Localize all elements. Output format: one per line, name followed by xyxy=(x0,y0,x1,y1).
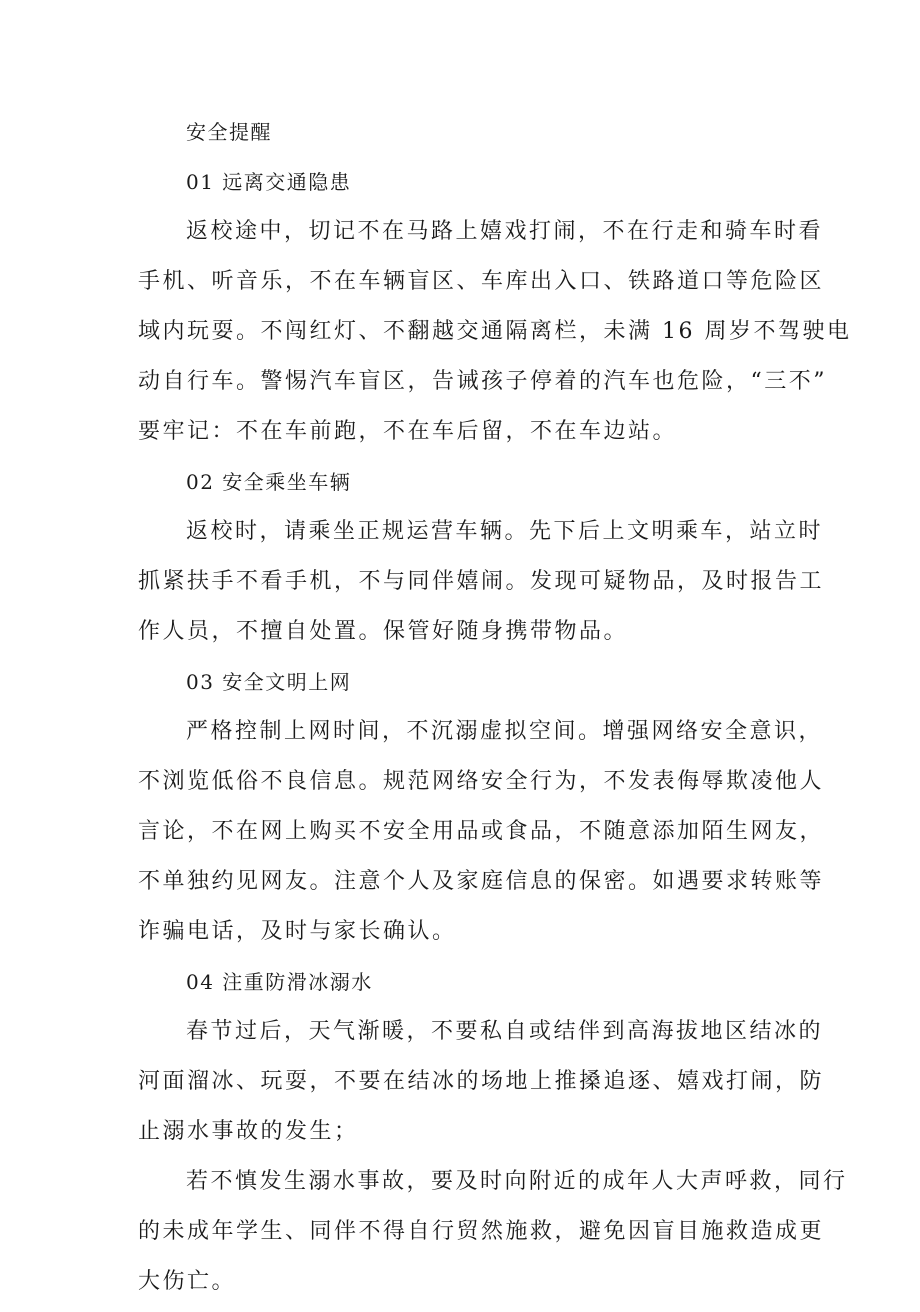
paragraph-line: 若不慎发生溺水事故，要及时向附近的成年人大声呼救，同行 xyxy=(186,1169,848,1194)
paragraph-line: 止溺水事故的发生； xyxy=(138,1119,359,1144)
document-page xyxy=(138,112,852,1312)
paragraph-line: 动自行车。警惕汽车盲区，告诫孩子停着的汽车也危险，“三不” xyxy=(138,369,827,394)
paragraph-line: 不浏览低俗不良信息。规范网络安全行为，不发表侮辱欺凌他人 xyxy=(138,769,825,794)
paragraph-line: 手机、听音乐，不在车辆盲区、车库出入口、铁路道口等危险区 xyxy=(138,269,825,294)
section-heading: 02 安全乘坐车辆 xyxy=(186,470,352,494)
paragraph xyxy=(138,1162,848,1312)
section xyxy=(138,462,825,662)
paragraph-line: 大伤亡。 xyxy=(138,1269,237,1294)
paragraph-line: 的未成年学生、同伴不得自行贸然施救，避免因盲目施救造成更 xyxy=(138,1219,825,1244)
section-heading: 04 注重防滑冰溺水 xyxy=(186,970,373,994)
paragraph-line: 抓紧扶手不看手机，不与同伴嬉闹。发现可疑物品，及时报告工 xyxy=(138,569,825,594)
section-heading: 03 安全文明上网 xyxy=(186,670,352,694)
paragraph-line: 作人员，不擅自处置。保管好随身携带物品。 xyxy=(138,619,629,644)
paragraph-line: 返校时，请乘坐正规运营车辆。先下后上文明乘车，站立时 xyxy=(186,519,824,544)
paragraph-line: 诈骗电话，及时与家长确认。 xyxy=(138,919,457,944)
paragraph xyxy=(138,712,825,962)
paragraph-line: 不单独约见网友。注意个人及家庭信息的保密。如遇要求转账等 xyxy=(138,869,825,894)
section xyxy=(138,662,825,962)
paragraph-line: 言论，不在网上购买不安全用品或食品，不随意添加陌生网友， xyxy=(138,819,825,844)
paragraph-line: 严格控制上网时间，不沉溺虚拟空间。增强网络安全意识， xyxy=(186,719,824,744)
paragraph xyxy=(138,512,825,662)
paragraph xyxy=(138,212,852,462)
paragraph-line: 春节过后，天气渐暖，不要私自或结伴到高海拔地区结冰的 xyxy=(186,1019,824,1044)
paragraph-line: 河面溜冰、玩耍，不要在结冰的场地上推搡追逐、嬉戏打闹，防 xyxy=(138,1069,825,1094)
paragraph xyxy=(138,1012,825,1162)
document-title: 安全提醒 xyxy=(186,120,272,144)
paragraph-line: 域内玩耍。不闯红灯、不翻越交通隔离栏，未满 16 周岁不驾驶电 xyxy=(138,319,852,344)
paragraph-line: 返校途中，切记不在马路上嬉戏打闹，不在行走和骑车时看 xyxy=(186,219,824,244)
document-body xyxy=(138,162,852,1312)
section xyxy=(138,162,852,462)
section xyxy=(138,962,848,1312)
paragraph-line: 要牢记：不在车前跑，不在车后留，不在车边站。 xyxy=(138,419,678,444)
section-heading: 01 远离交通隐患 xyxy=(186,170,352,194)
